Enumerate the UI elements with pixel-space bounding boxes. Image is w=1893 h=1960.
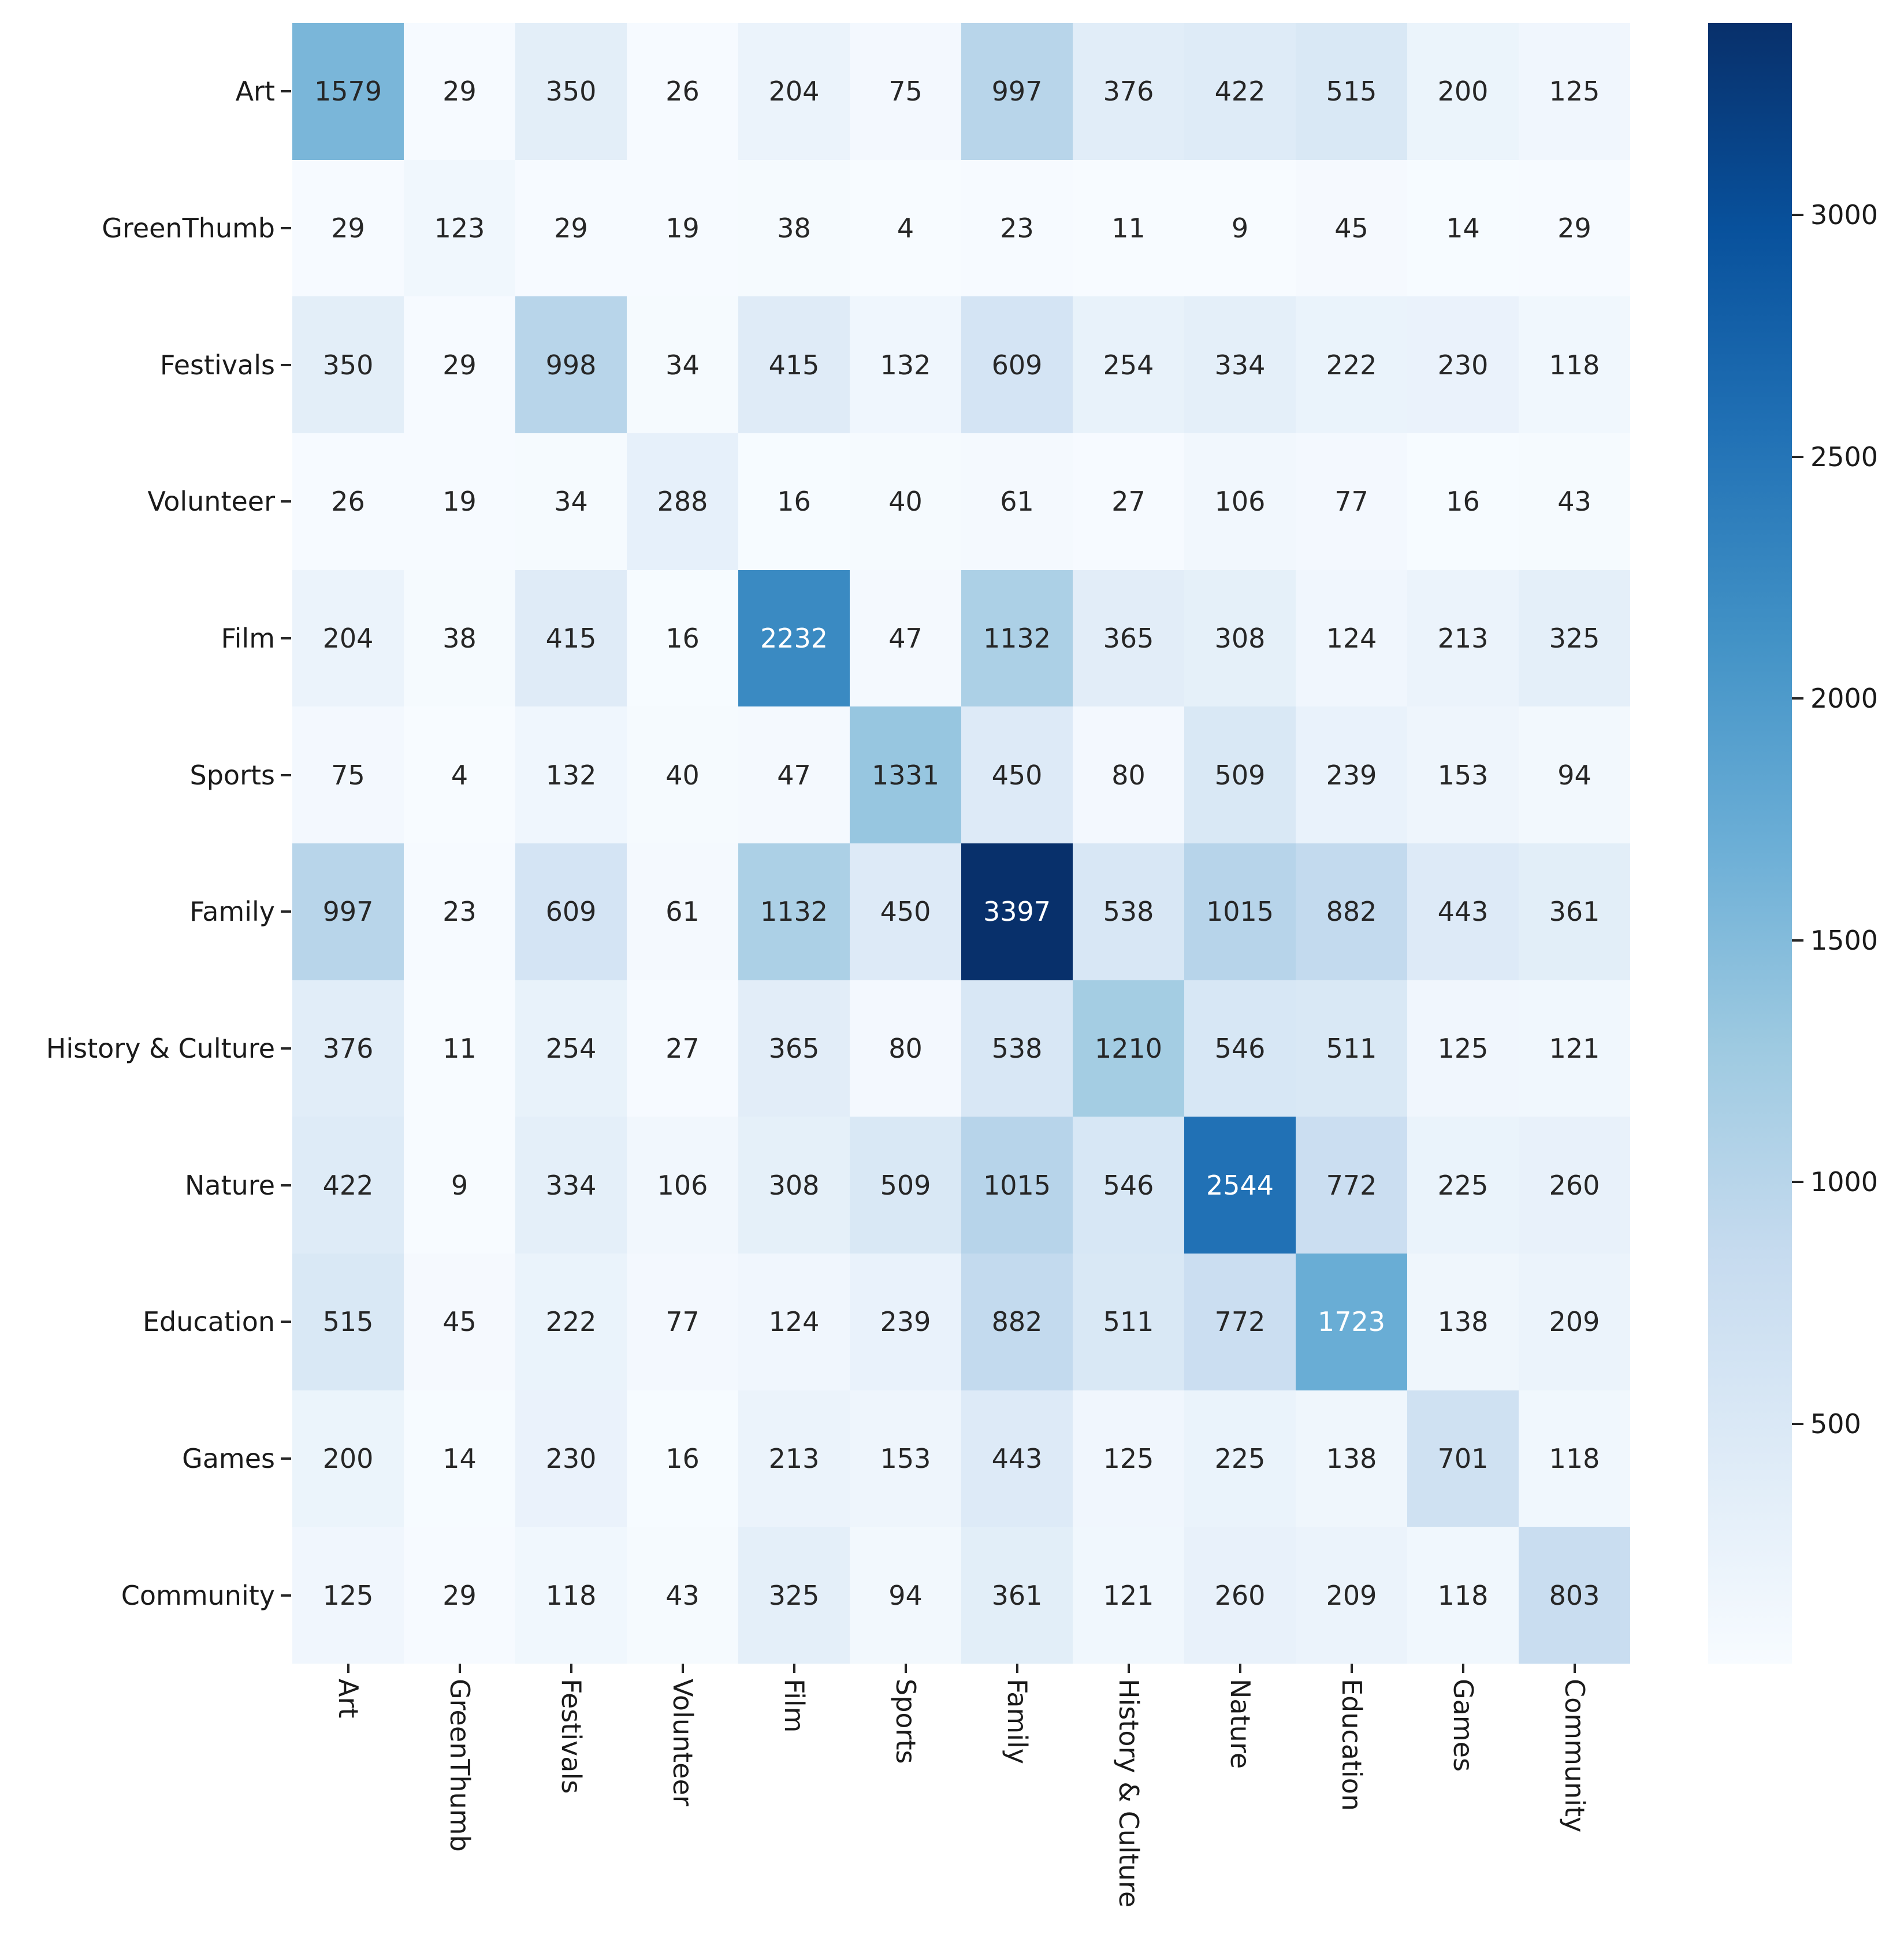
heatmap-cell: 132 xyxy=(515,706,627,843)
heatmap-cell: 204 xyxy=(292,570,404,707)
heatmap-cell: 40 xyxy=(627,706,738,843)
heatmap-cell: 3397 xyxy=(961,843,1073,980)
heatmap-cell: 16 xyxy=(738,433,850,570)
heatmap-grid xyxy=(292,23,1630,1664)
y-axis-tick xyxy=(281,910,291,913)
heatmap-cell: 2544 xyxy=(1184,1117,1296,1254)
heatmap-cell: 43 xyxy=(1519,433,1630,570)
heatmap-cell: 350 xyxy=(292,296,404,433)
heatmap-cell: 538 xyxy=(961,980,1073,1117)
heatmap-cell: 125 xyxy=(1407,980,1519,1117)
heatmap-cell: 34 xyxy=(515,433,627,570)
y-axis-label: Nature xyxy=(185,1169,275,1201)
heatmap-cell: 29 xyxy=(292,160,404,297)
colorbar xyxy=(1708,23,1792,1664)
colorbar-tick-label: 3000 xyxy=(1810,199,1879,231)
x-axis-label: GreenThumb xyxy=(444,1679,475,1852)
x-axis-label: Community xyxy=(1559,1679,1590,1833)
x-axis-label: Art xyxy=(332,1679,364,1719)
heatmap-cell: 94 xyxy=(850,1527,961,1664)
heatmap-cell: 40 xyxy=(850,433,961,570)
heatmap-cell: 509 xyxy=(1184,706,1296,843)
y-axis-label: Community xyxy=(121,1579,275,1611)
heatmap-cell: 288 xyxy=(627,433,738,570)
heatmap-cell: 422 xyxy=(1184,23,1296,160)
x-axis-tick xyxy=(905,1664,907,1673)
heatmap-cell: 29 xyxy=(404,23,515,160)
x-axis-label: Sports xyxy=(890,1679,921,1764)
heatmap-cell: 222 xyxy=(515,1254,627,1390)
heatmap-cell: 19 xyxy=(404,433,515,570)
y-axis-label: Film xyxy=(221,623,275,654)
heatmap-cell: 772 xyxy=(1184,1254,1296,1390)
heatmap-cell: 80 xyxy=(850,980,961,1117)
heatmap-cell: 123 xyxy=(404,160,515,297)
heatmap-cell: 47 xyxy=(850,570,961,707)
heatmap-cell: 308 xyxy=(1184,570,1296,707)
heatmap-cell: 4 xyxy=(850,160,961,297)
y-axis-label: Education xyxy=(142,1306,275,1338)
heatmap-cell: 75 xyxy=(850,23,961,160)
heatmap-cell: 138 xyxy=(1296,1390,1407,1527)
heatmap-cell: 118 xyxy=(1519,1390,1630,1527)
heatmap-cell: 882 xyxy=(961,1254,1073,1390)
heatmap-cell: 118 xyxy=(1519,296,1630,433)
x-axis-tick xyxy=(347,1664,349,1673)
heatmap-cell: 138 xyxy=(1407,1254,1519,1390)
heatmap-cell: 77 xyxy=(1296,433,1407,570)
heatmap-cell: 38 xyxy=(738,160,850,297)
heatmap-cell: 27 xyxy=(1073,433,1184,570)
heatmap-cell: 222 xyxy=(1296,296,1407,433)
heatmap-cell: 325 xyxy=(738,1527,850,1664)
y-axis-label: Art xyxy=(235,76,275,107)
heatmap-cell: 34 xyxy=(627,296,738,433)
heatmap-cell: 23 xyxy=(404,843,515,980)
heatmap-cell: 361 xyxy=(961,1527,1073,1664)
heatmap-cell: 415 xyxy=(515,570,627,707)
heatmap-cell: 260 xyxy=(1519,1117,1630,1254)
x-axis-tick xyxy=(793,1664,795,1673)
y-axis-label: Volunteer xyxy=(147,486,275,518)
heatmap-cell: 11 xyxy=(1073,160,1184,297)
heatmap-cell: 125 xyxy=(1073,1390,1184,1527)
heatmap-cell: 19 xyxy=(627,160,738,297)
x-axis-label: Education xyxy=(1336,1679,1367,1812)
heatmap-cell: 153 xyxy=(1407,706,1519,843)
x-axis-label: Festivals xyxy=(555,1679,587,1794)
x-axis-tick xyxy=(1128,1664,1130,1673)
heatmap-cell: 334 xyxy=(1184,296,1296,433)
heatmap-cell: 45 xyxy=(404,1254,515,1390)
heatmap-cell: 772 xyxy=(1296,1117,1407,1254)
heatmap-cell: 1015 xyxy=(1184,843,1296,980)
heatmap-cell: 61 xyxy=(961,433,1073,570)
heatmap-cell: 422 xyxy=(292,1117,404,1254)
heatmap-cell: 125 xyxy=(1519,23,1630,160)
heatmap-cell: 29 xyxy=(1519,160,1630,297)
heatmap-cell: 29 xyxy=(404,296,515,433)
y-axis-label: Festivals xyxy=(159,349,275,381)
heatmap-cell: 14 xyxy=(404,1390,515,1527)
x-axis-tick xyxy=(1462,1664,1464,1673)
heatmap-cell: 29 xyxy=(404,1527,515,1664)
heatmap-cell: 609 xyxy=(961,296,1073,433)
heatmap-cell: 124 xyxy=(738,1254,850,1390)
heatmap-cell: 515 xyxy=(1296,23,1407,160)
heatmap-cell: 546 xyxy=(1073,1117,1184,1254)
heatmap-cell: 16 xyxy=(627,1390,738,1527)
heatmap-cell: 47 xyxy=(738,706,850,843)
heatmap-cell: 9 xyxy=(1184,160,1296,297)
x-axis-tick xyxy=(1016,1664,1018,1673)
heatmap-cell: 511 xyxy=(1296,980,1407,1117)
heatmap-cell: 334 xyxy=(515,1117,627,1254)
heatmap-cell: 43 xyxy=(627,1527,738,1664)
y-axis-tick xyxy=(281,1457,291,1460)
colorbar-tick-label: 1500 xyxy=(1810,924,1879,956)
heatmap-cell: 254 xyxy=(1073,296,1184,433)
heatmap-cell: 204 xyxy=(738,23,850,160)
heatmap-cell: 450 xyxy=(850,843,961,980)
x-axis-label: Volunteer xyxy=(667,1679,698,1806)
heatmap-cell: 239 xyxy=(1296,706,1407,843)
heatmap-cell: 546 xyxy=(1184,980,1296,1117)
heatmap-cell: 121 xyxy=(1073,1527,1184,1664)
y-axis-tick xyxy=(281,90,291,92)
y-axis-tick xyxy=(281,1594,291,1597)
heatmap-cell: 1331 xyxy=(850,706,961,843)
heatmap-cell: 125 xyxy=(292,1527,404,1664)
colorbar-tick xyxy=(1792,697,1803,700)
colorbar-tick xyxy=(1792,939,1803,942)
y-axis-label: Sports xyxy=(189,759,275,791)
heatmap-cell: 9 xyxy=(404,1117,515,1254)
colorbar-tick xyxy=(1792,1423,1803,1425)
heatmap-cell: 225 xyxy=(1184,1390,1296,1527)
y-axis-label: History & Culture xyxy=(46,1033,275,1064)
heatmap-cell: 509 xyxy=(850,1117,961,1254)
colorbar-tick xyxy=(1792,456,1803,458)
y-axis-tick xyxy=(281,1047,291,1050)
x-axis-label: Games xyxy=(1447,1679,1479,1772)
colorbar-tick xyxy=(1792,1181,1803,1183)
heatmap-cell: 538 xyxy=(1073,843,1184,980)
heatmap-cell: 26 xyxy=(627,23,738,160)
heatmap-cell: 415 xyxy=(738,296,850,433)
colorbar-tick xyxy=(1792,214,1803,216)
heatmap-cell: 443 xyxy=(1407,843,1519,980)
heatmap-cell: 61 xyxy=(627,843,738,980)
x-axis-tick xyxy=(682,1664,684,1673)
x-axis-tick xyxy=(1239,1664,1241,1673)
heatmap-cell: 75 xyxy=(292,706,404,843)
y-axis-tick xyxy=(281,774,291,776)
heatmap-cell: 450 xyxy=(961,706,1073,843)
colorbar-tick-label: 2500 xyxy=(1810,441,1879,473)
heatmap-cell: 94 xyxy=(1519,706,1630,843)
heatmap-cell: 1132 xyxy=(738,843,850,980)
y-axis-tick xyxy=(281,637,291,639)
y-axis-label: Family xyxy=(189,896,275,928)
heatmap-cell: 376 xyxy=(1073,23,1184,160)
y-axis-tick xyxy=(281,500,291,503)
heatmap-cell: 230 xyxy=(1407,296,1519,433)
heatmap-cell: 16 xyxy=(627,570,738,707)
y-axis-label: Games xyxy=(182,1443,275,1474)
y-axis-tick xyxy=(281,1184,291,1187)
heatmap-cell: 239 xyxy=(850,1254,961,1390)
heatmap-cell: 200 xyxy=(1407,23,1519,160)
heatmap-cell: 209 xyxy=(1519,1254,1630,1390)
heatmap-cell: 882 xyxy=(1296,843,1407,980)
heatmap-cell: 997 xyxy=(292,843,404,980)
heatmap-cell: 325 xyxy=(1519,570,1630,707)
x-axis-tick xyxy=(1574,1664,1576,1673)
heatmap-cell: 609 xyxy=(515,843,627,980)
heatmap-cell: 308 xyxy=(738,1117,850,1254)
heatmap-cell: 254 xyxy=(515,980,627,1117)
heatmap-cell: 118 xyxy=(515,1527,627,1664)
heatmap-cell: 77 xyxy=(627,1254,738,1390)
x-axis-tick xyxy=(459,1664,461,1673)
heatmap-cell: 701 xyxy=(1407,1390,1519,1527)
heatmap-cell: 213 xyxy=(1407,570,1519,707)
heatmap-cell: 998 xyxy=(515,296,627,433)
heatmap-cell: 350 xyxy=(515,23,627,160)
y-axis-tick xyxy=(281,227,291,229)
heatmap-cell: 132 xyxy=(850,296,961,433)
x-axis-label: History & Culture xyxy=(1113,1679,1144,1908)
heatmap-cell: 1015 xyxy=(961,1117,1073,1254)
x-axis-label: Nature xyxy=(1224,1679,1256,1769)
heatmap-cell: 1210 xyxy=(1073,980,1184,1117)
heatmap-cell: 1579 xyxy=(292,23,404,160)
heatmap-cell: 361 xyxy=(1519,843,1630,980)
heatmap-cell: 16 xyxy=(1407,433,1519,570)
heatmap-cell: 106 xyxy=(1184,433,1296,570)
heatmap-cell: 213 xyxy=(738,1390,850,1527)
heatmap-cell: 260 xyxy=(1184,1527,1296,1664)
heatmap-cell: 803 xyxy=(1519,1527,1630,1664)
heatmap-cell: 29 xyxy=(515,160,627,297)
heatmap-cell: 200 xyxy=(292,1390,404,1527)
heatmap-cell: 26 xyxy=(292,433,404,570)
heatmap-cell: 1132 xyxy=(961,570,1073,707)
heatmap-cell: 376 xyxy=(292,980,404,1117)
y-axis-tick xyxy=(281,364,291,366)
heatmap-cell: 153 xyxy=(850,1390,961,1527)
heatmap-cell: 365 xyxy=(1073,570,1184,707)
heatmap-cell: 106 xyxy=(627,1117,738,1254)
heatmap-cell: 515 xyxy=(292,1254,404,1390)
x-axis-tick xyxy=(570,1664,572,1673)
heatmap-cell: 225 xyxy=(1407,1117,1519,1254)
heatmap-cell: 4 xyxy=(404,706,515,843)
colorbar-tick-label: 1000 xyxy=(1810,1166,1879,1198)
heatmap-cell: 124 xyxy=(1296,570,1407,707)
colorbar-tick-label: 2000 xyxy=(1810,683,1879,715)
heatmap-cell: 118 xyxy=(1407,1527,1519,1664)
x-axis-label: Family xyxy=(1001,1679,1033,1765)
heatmap-cell: 209 xyxy=(1296,1527,1407,1664)
heatmap-cell: 121 xyxy=(1519,980,1630,1117)
heatmap-cell: 45 xyxy=(1296,160,1407,297)
heatmap-cell: 27 xyxy=(627,980,738,1117)
heatmap-cell: 997 xyxy=(961,23,1073,160)
heatmap-cell: 23 xyxy=(961,160,1073,297)
heatmap-cell: 11 xyxy=(404,980,515,1117)
heatmap-cell: 80 xyxy=(1073,706,1184,843)
heatmap-cell: 511 xyxy=(1073,1254,1184,1390)
y-axis-tick xyxy=(281,1321,291,1323)
x-axis-label: Film xyxy=(778,1679,810,1733)
heatmap-cell: 365 xyxy=(738,980,850,1117)
heatmap-cell: 14 xyxy=(1407,160,1519,297)
colorbar-tick-label: 500 xyxy=(1810,1408,1861,1440)
heatmap-cell: 38 xyxy=(404,570,515,707)
heatmap-cell: 2232 xyxy=(738,570,850,707)
heatmap-cell: 443 xyxy=(961,1390,1073,1527)
heatmap-cell: 230 xyxy=(515,1390,627,1527)
heatmap-cell: 1723 xyxy=(1296,1254,1407,1390)
x-axis-tick xyxy=(1351,1664,1353,1673)
y-axis-label: GreenThumb xyxy=(102,213,275,244)
